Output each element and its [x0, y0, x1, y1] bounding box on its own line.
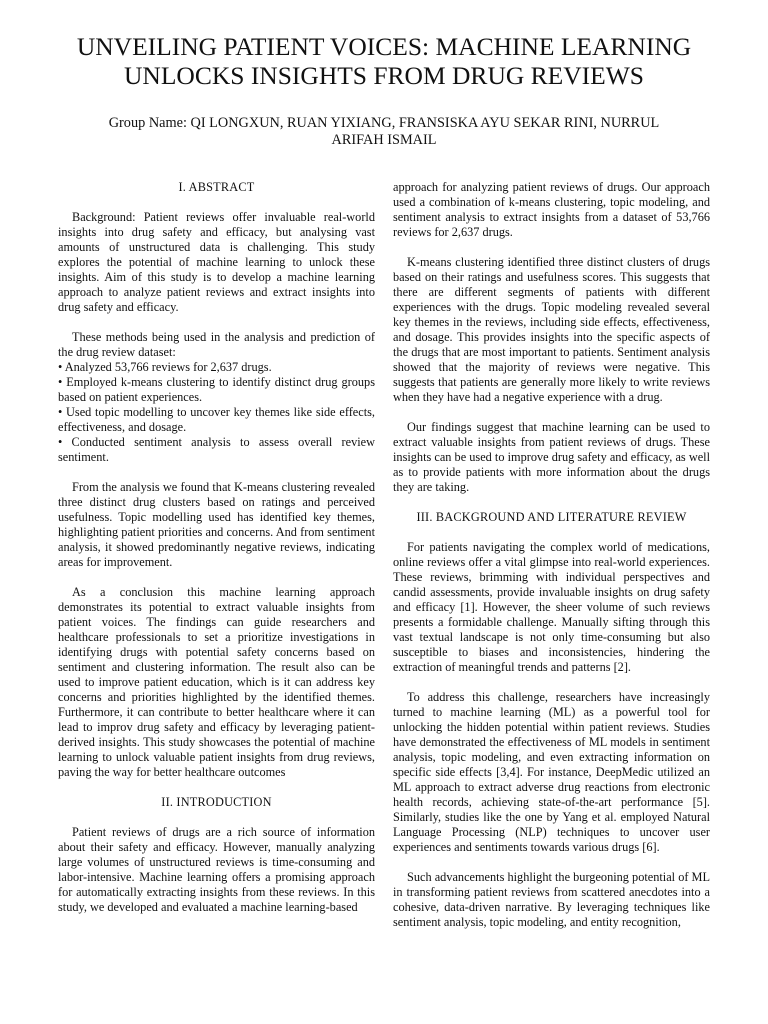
abstract-paragraph: From the analysis we found that K-means clustering revealed three distinct drug clusters based on ratings and perceived usefulness. Topic modelling used has identified key themes, highlighting patient priorities and concerns. And from sentiment analysis, it showed predominantly negative reviews, indicating areas for improvement.	[58, 480, 375, 569]
list-item: • Conducted sentiment analysis to assess overall review sentiment.	[58, 435, 375, 464]
intro-paragraph: K-means clustering identified three distinct clusters of drugs based on their ratings and usefulness scores. This suggests that there are different segments of patients with different experiences with the drugs. Topic modeling revealed several key themes in the reviews, including side effects, effectiveness, and dosage. This provides insights into the specific aspects of the drugs that are most important to patients. Sentiment analysis showed that the majority of reviews were negative. This suggests that patients are generally more likely to write reviews when they have had a negative experience with a drug.	[393, 255, 710, 404]
list-item: • Employed k-means clustering to identify distinct drug groups based on patient experiences.	[58, 375, 375, 404]
abstract-paragraph: These methods being used in the analysis and prediction of the drug review dataset:	[58, 330, 375, 359]
author-list: Group Name: QI LONGXUN, RUAN YIXIANG, FRANSISKA AYU SEKAR RINI, NURRUL ARIFAH ISMAIL	[108, 115, 660, 148]
abstract-paragraph: Background: Patient reviews offer invaluable real-world insights into drug safety and efficacy, but analysing vast amounts of unstructured data is challenging. This study explores the potential of machine learning to unlock these insights. Aim of this study is to develop a machine learning approach to analyze patient reviews and extract insights into drug safety and efficacy.	[58, 210, 375, 314]
section-heading-background: III. BACKGROUND AND LITERATURE REVIEW	[416, 510, 687, 524]
section-heading-abstract: I. ABSTRACT	[178, 180, 255, 194]
background-paragraph: To address this challenge, researchers have increasingly turned to machine learning (ML) as a powerful tool for unlocking the hidden potential within patient reviews. Studies have demonstrated the effectiveness of ML models in sentiment analysis, topic modeling, and even extracting information on specific side effects [3,4]. For instance, DeepMedic utilized an ML approach to extract adverse drug reactions from electronic health records, achieving state-of-the-art performance [5]. Similarly, studies like the one by Yang et al. employed Natural Language Processing (NLP) techniques to uncover user experiences and sentiments towards various drugs [6].	[393, 690, 710, 854]
abstract-paragraph: As a conclusion this machine learning approach demonstrates its potential to extract valuable insights from patient voices. The findings can guide researchers and healthcare professionals to set a prioritize investigations in identifying drugs with potential safety concerns based on sentiment and clustering information. The result also can be used to improve patient education, which is it can address key concerns and priorities highlighted by the identified themes. Furthermore, it can contribute to better healthcare where it can lead to improv drug safety and efficacy by leveraging patient-derived insights. This study showcases the potential of machine learning to unlock valuable patient insights from drug reviews, paving the way for better healthcare outcomes	[58, 585, 375, 779]
methods-list	[58, 360, 375, 465]
intro-paragraph: Patient reviews of drugs are a rich source of information about their safety and efficacy. However, manually analyzing large volumes of unstructured reviews is time-consuming and labor-intensive. Machine learning offers a promising approach for automatically extracting insights from these reviews. In this study, we developed and evaluated a machine learning-based	[58, 825, 375, 914]
intro-paragraph: approach for analyzing patient reviews of drugs. Our approach used a combination of k-means clustering, topic modeling, and sentiment analysis to extract insights from a dataset of 53,766 reviews for 2,637 drugs.	[393, 180, 710, 239]
list-item: • Used topic modelling to uncover key themes like side effects, effectiveness, and dosage.	[58, 405, 375, 434]
paper-title: UNVEILING PATIENT VOICES: MACHINE LEARNING UNLOCKS INSIGHTS FROM DRUG REVIEWS	[76, 32, 692, 90]
right-column	[393, 180, 710, 945]
section-heading-introduction: II. INTRODUCTION	[161, 795, 272, 809]
left-column	[58, 180, 375, 930]
background-paragraph: For patients navigating the complex world of medications, online reviews offer a vital glimpse into real-world experiences. These reviews, brimming with individual perspectives and candid assessments, provide invaluable insights on drug safety and efficacy [1]. However, the sheer volume of such reviews presents a formidable challenge. Manually sifting through this vast textual landscape is not only time-consuming but also susceptible to biases and inconsistencies, hindering the extraction of meaningful trends and patterns [2].	[393, 540, 710, 674]
intro-paragraph: Our findings suggest that machine learning can be used to extract valuable insights from patient reviews of drugs. These insights can be used to improve drug safety and efficacy, as well as to provide patients with more information about the drugs they are taking.	[393, 420, 710, 494]
background-paragraph: Such advancements highlight the burgeoning potential of ML in transforming patient reviews from scattered anecdotes into a cohesive, data-driven narrative. By leveraging techniques like sentiment analysis, topic modeling, and entity recognition,	[393, 870, 710, 929]
list-item: • Analyzed 53,766 reviews for 2,637 drugs.	[58, 360, 272, 374]
